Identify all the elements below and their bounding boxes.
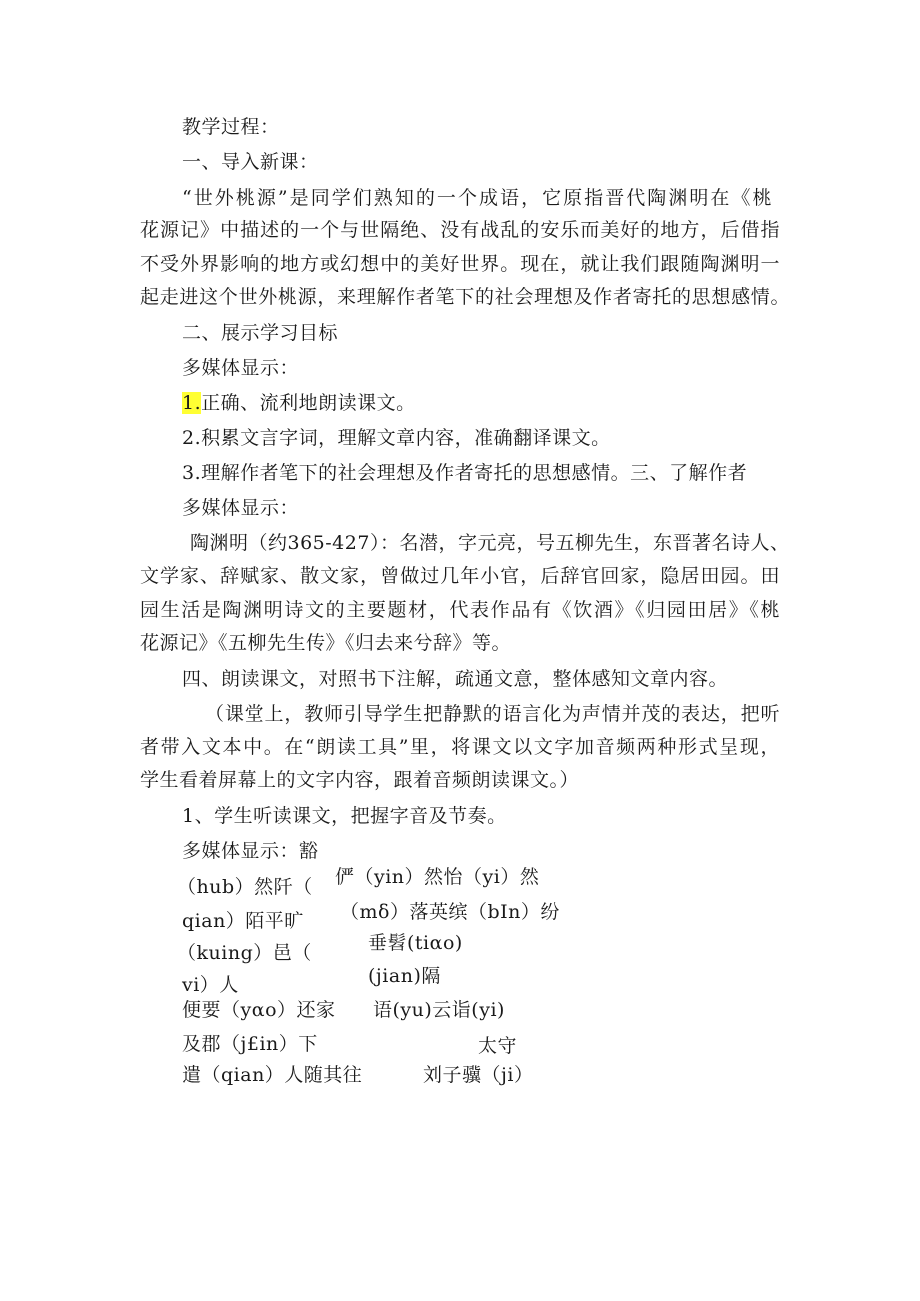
paragraph-line: 学生看着屏幕上的文字内容，跟着音频朗读课文。）	[140, 769, 580, 791]
pronunciation-note: 语(yu)云诣(yi)	[373, 999, 505, 1021]
goal-item-3: 3.理解作者笔下的社会理想及作者寄托的思想感情。三、了解作者	[182, 462, 748, 484]
pronunciation-note: 俨（yin）然怡（yi）然	[335, 866, 540, 888]
pronunciation-note: 遣（qian）人随其往	[182, 1064, 363, 1086]
paragraph-line: 花源记》《五柳先生传》《归去来兮辞》等。	[140, 632, 512, 654]
paragraph-line: 不受外界影响的地方或幻想中的美好世界。现在，就让我们跟随陶渊明一	[140, 253, 780, 275]
pronunciation-note: 刘子骥（ji）	[423, 1064, 534, 1086]
paragraph-line: 园生活是陶渊明诗文的主要题材，代表作品有《饮酒》《归园田居》《桃	[140, 599, 780, 621]
goal-item-1-text: 正确、流利地朗读课文。	[201, 392, 416, 414]
pronunciation-note: (jian)隔	[368, 965, 441, 987]
paragraph-line: “世外桃源”是同学们熟知的一个成语，它原指晋代陶渊明在《桃	[182, 187, 772, 209]
pronunciation-note: 及郡（j£in）下	[182, 1033, 318, 1055]
pronunciation-note: vi）人	[182, 974, 239, 996]
paragraph-line: 文学家、辞赋家、散文家，曾做过几年小官，后辞官回家，隐居田园。田	[140, 565, 780, 587]
section-1-heading: 一、导入新课：	[182, 151, 319, 173]
pronunciation-note: 垂髫(tiαo)	[368, 932, 463, 954]
section-2-heading: 二、展示学习目标	[182, 322, 339, 344]
heading-teaching-process: 教学过程：	[182, 116, 280, 138]
pronunciation-note: 太守	[478, 1035, 518, 1057]
paragraph-line: 起走进这个世外桃源，来理解作者笔下的社会理想及作者寄托的思想感情。	[140, 286, 790, 308]
pronunciation-note: qian）陌平旷	[182, 910, 304, 932]
pronunciation-note: （mδ）落英缤（bIn）纷	[340, 901, 560, 923]
multimedia-label: 多媒体显示：	[182, 497, 300, 519]
pronunciation-note: 便要（yαo）还家	[182, 999, 336, 1021]
multimedia-label: 多媒体显示：	[182, 357, 300, 379]
step-1-heading: 1、学生听读课文，把握字音及节奏。	[182, 805, 507, 827]
pronunciation-note: （kuing）邑（	[177, 942, 312, 964]
paragraph-line: 花源记》中描述的一个与世隔绝、没有战乱的安乐而美好的地方，后借指	[140, 219, 780, 241]
highlight-number: 1.	[182, 392, 202, 414]
pronunciation-note: （hub）然阡（	[177, 876, 313, 898]
paragraph-line: 者带入文本中。在“朗读工具”里，将课文以文字加音频两种形式呈现，	[140, 736, 780, 758]
paragraph-line: 陶渊明（约365-427）：名潜，字元亮，号五柳先生，东晋著名诗人、	[190, 532, 790, 554]
multimedia-label: 多媒体显示：豁	[182, 840, 319, 862]
section-4-heading: 四、朗读课文，对照书下注解，疏通文意，整体感知文章内容。	[182, 668, 729, 690]
paragraph-line: （课堂上，教师引导学生把静默的语言化为声情并茂的表达，把听	[205, 703, 780, 725]
goal-item-2: 2.积累文言字词，理解文章内容，准确翻译课文。	[182, 427, 611, 449]
goal-item-1	[182, 390, 416, 416]
